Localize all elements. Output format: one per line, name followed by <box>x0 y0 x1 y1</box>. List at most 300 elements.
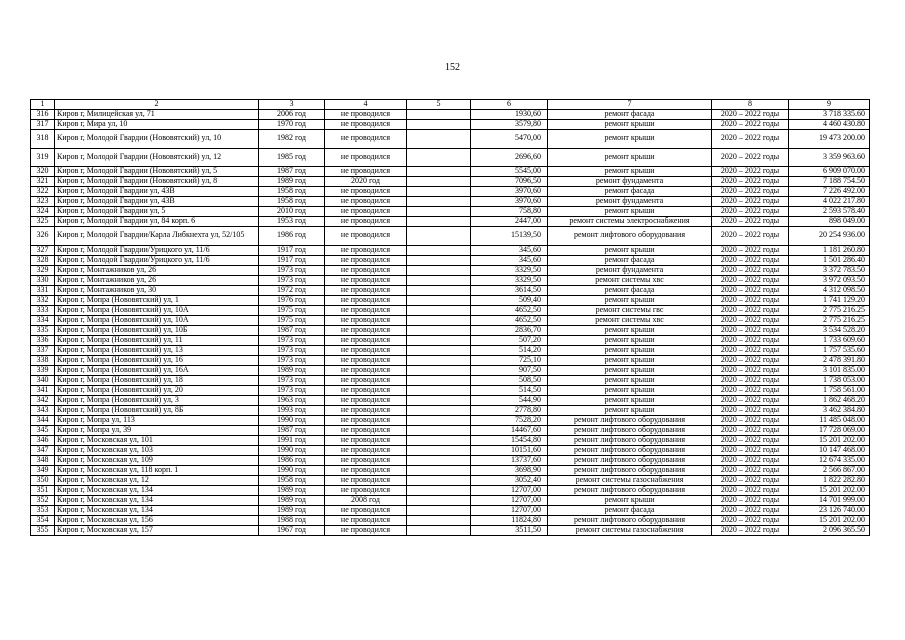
row-number-cell: 329 <box>31 265 55 275</box>
repair-type-cell: ремонт крыши <box>548 148 712 167</box>
area-cell: 2447,00 <box>471 217 548 227</box>
address-cell: Киров г, Милицейская ул, 71 <box>55 110 259 120</box>
year-built-cell: 1991 год <box>259 435 325 445</box>
address-cell: Киров г, Мопра (Нововятский) ул, 13 <box>55 345 259 355</box>
column-5-cell <box>407 435 471 445</box>
year-built-cell: 1989 год <box>259 177 325 187</box>
table-row <box>31 505 870 515</box>
table-row <box>31 148 870 167</box>
area-cell: 345,60 <box>471 255 548 265</box>
cost-cell: 1 181 260.80 <box>789 245 870 255</box>
cost-cell: 1 738 053.00 <box>789 375 870 385</box>
last-repair-year-cell: 2008 год <box>325 495 407 505</box>
area-cell: 3511,50 <box>471 525 548 535</box>
area-cell: 507,20 <box>471 335 548 345</box>
last-repair-year-cell: не проводился <box>325 265 407 275</box>
table-row <box>31 525 870 535</box>
period-cell: 2020 – 2022 годы <box>712 305 789 315</box>
table-row <box>31 110 870 120</box>
row-number-cell: 347 <box>31 445 55 455</box>
address-cell: Киров г, Мира ул, 10 <box>55 120 259 130</box>
period-cell: 2020 – 2022 годы <box>712 285 789 295</box>
column-5-cell <box>407 207 471 217</box>
address-cell: Киров г, Мопра (Нововятский) ул, 1 <box>55 295 259 305</box>
address-cell: Киров г, Монтажников ул, 26 <box>55 275 259 285</box>
column-number: 3 <box>259 100 325 110</box>
table-row <box>31 405 870 415</box>
year-built-cell: 1990 год <box>259 465 325 475</box>
last-repair-year-cell: не проводился <box>325 315 407 325</box>
repair-type-cell: ремонт крыши <box>548 130 712 149</box>
row-number-cell: 339 <box>31 365 55 375</box>
page-number: 152 <box>445 62 460 73</box>
column-5-cell <box>407 197 471 207</box>
table-row <box>31 295 870 305</box>
column-5-cell <box>407 345 471 355</box>
repair-type-cell: ремонт лифтового оборудования <box>548 415 712 425</box>
repair-type-cell: ремонт фасада <box>548 285 712 295</box>
period-cell: 2020 – 2022 годы <box>712 375 789 385</box>
last-repair-year-cell: не проводился <box>325 415 407 425</box>
table-row <box>31 207 870 217</box>
last-repair-year-cell: не проводился <box>325 110 407 120</box>
year-built-cell: 1973 год <box>259 265 325 275</box>
repair-type-cell: ремонт лифтового оборудования <box>548 515 712 525</box>
address-cell: Киров г, Мопра (Нововятский) ул, 8Б <box>55 405 259 415</box>
repair-program-table <box>30 99 870 536</box>
repair-type-cell: ремонт крыши <box>548 295 712 305</box>
area-cell: 3698,90 <box>471 465 548 475</box>
cost-cell: 17 728 069.00 <box>789 425 870 435</box>
repair-type-cell: ремонт крыши <box>548 345 712 355</box>
year-built-cell: 1973 год <box>259 275 325 285</box>
year-built-cell: 1975 год <box>259 315 325 325</box>
row-number-cell: 326 <box>31 227 55 246</box>
address-cell: Киров г, Мопра ул, 39 <box>55 425 259 435</box>
year-built-cell: 1958 год <box>259 187 325 197</box>
area-cell: 3614,50 <box>471 285 548 295</box>
cost-cell: 3 718 335.60 <box>789 110 870 120</box>
address-cell: Киров г, Мопра (Нововятский) ул, 3 <box>55 395 259 405</box>
last-repair-year-cell: не проводился <box>325 285 407 295</box>
table-row <box>31 445 870 455</box>
cost-cell: 1 822 282.80 <box>789 475 870 485</box>
address-cell: Киров г, Мопра (Нововятский) ул, 18 <box>55 375 259 385</box>
cost-cell: 2 775 216.25 <box>789 305 870 315</box>
repair-type-cell: ремонт крыши <box>548 405 712 415</box>
table-row <box>31 425 870 435</box>
repair-type-cell: ремонт крыши <box>548 207 712 217</box>
cost-cell: 2 478 391.80 <box>789 355 870 365</box>
cost-cell: 7 188 754.50 <box>789 177 870 187</box>
area-cell: 3970,60 <box>471 187 548 197</box>
area-cell: 345,60 <box>471 245 548 255</box>
last-repair-year-cell: не проводился <box>325 455 407 465</box>
cost-cell: 1 862 468.20 <box>789 395 870 405</box>
address-cell: Киров г, Московская ул, 134 <box>55 495 259 505</box>
cost-cell: 19 473 200.00 <box>789 130 870 149</box>
area-cell: 1930,60 <box>471 110 548 120</box>
cost-cell: 1 741 129.20 <box>789 295 870 305</box>
address-cell: Киров г, Московская ул, 157 <box>55 525 259 535</box>
repair-type-cell: ремонт лифтового оборудования <box>548 465 712 475</box>
column-5-cell <box>407 265 471 275</box>
column-5-cell <box>407 455 471 465</box>
repair-type-cell: ремонт системы хвс <box>548 315 712 325</box>
period-cell: 2020 – 2022 годы <box>712 295 789 305</box>
table-row <box>31 455 870 465</box>
year-built-cell: 1989 год <box>259 495 325 505</box>
address-cell: Киров г, Московская ул, 101 <box>55 435 259 445</box>
column-5-cell <box>407 315 471 325</box>
area-cell: 2696,60 <box>471 148 548 167</box>
column-5-cell <box>407 187 471 197</box>
repair-type-cell: ремонт системы газоснабжения <box>548 475 712 485</box>
address-cell: Киров г, Молодой Гвардии ул, 43В <box>55 197 259 207</box>
table-row <box>31 130 870 149</box>
column-5-cell <box>407 177 471 187</box>
repair-type-cell: ремонт крыши <box>548 365 712 375</box>
area-cell: 2836,70 <box>471 325 548 335</box>
area-cell: 3329,50 <box>471 265 548 275</box>
row-number-cell: 333 <box>31 305 55 315</box>
area-cell: 3579,80 <box>471 120 548 130</box>
area-cell: 5470,00 <box>471 130 548 149</box>
repair-type-cell: ремонт системы газоснабжения <box>548 525 712 535</box>
row-number-cell: 351 <box>31 485 55 495</box>
last-repair-year-cell: не проводился <box>325 335 407 345</box>
address-cell: Киров г, Молодой Гвардии/Карла Либкнехта ул, 52/105 <box>55 227 259 246</box>
cost-cell: 2 566 867.00 <box>789 465 870 475</box>
table-row <box>31 197 870 207</box>
column-number-row <box>31 100 870 110</box>
repair-type-cell: ремонт лифтового оборудования <box>548 425 712 435</box>
cost-cell: 6 909 070.00 <box>789 167 870 177</box>
last-repair-year-cell: не проводился <box>325 385 407 395</box>
year-built-cell: 1989 год <box>259 505 325 515</box>
row-number-cell: 325 <box>31 217 55 227</box>
last-repair-year-cell: не проводился <box>325 187 407 197</box>
address-cell: Киров г, Мопра ул, 113 <box>55 415 259 425</box>
period-cell: 2020 – 2022 годы <box>712 335 789 345</box>
repair-type-cell: ремонт фундамента <box>548 197 712 207</box>
address-cell: Киров г, Московская ул, 103 <box>55 445 259 455</box>
column-5-cell <box>407 275 471 285</box>
table-row <box>31 385 870 395</box>
last-repair-year-cell: не проводился <box>325 425 407 435</box>
cost-cell: 14 701 999.00 <box>789 495 870 505</box>
period-cell: 2020 – 2022 годы <box>712 455 789 465</box>
column-5-cell <box>407 245 471 255</box>
last-repair-year-cell: не проводился <box>325 305 407 315</box>
cost-cell: 1 733 609.60 <box>789 335 870 345</box>
column-5-cell <box>407 305 471 315</box>
address-cell: Киров г, Московская ул, 134 <box>55 485 259 495</box>
row-number-cell: 331 <box>31 285 55 295</box>
address-cell: Киров г, Московская ул, 118 корп. 1 <box>55 465 259 475</box>
year-built-cell: 1985 год <box>259 148 325 167</box>
address-cell: Киров г, Московская ул, 134 <box>55 505 259 515</box>
last-repair-year-cell: не проводился <box>325 465 407 475</box>
row-number-cell: 334 <box>31 315 55 325</box>
column-5-cell <box>407 425 471 435</box>
cost-cell: 2 775 216.25 <box>789 315 870 325</box>
table-row <box>31 120 870 130</box>
year-built-cell: 1917 год <box>259 245 325 255</box>
cost-cell: 1 757 535.60 <box>789 345 870 355</box>
area-cell: 508,50 <box>471 375 548 385</box>
area-cell: 3052,40 <box>471 475 548 485</box>
period-cell: 2020 – 2022 годы <box>712 227 789 246</box>
area-cell: 11824,80 <box>471 515 548 525</box>
table-row <box>31 315 870 325</box>
address-cell: Киров г, Московская ул, 12 <box>55 475 259 485</box>
last-repair-year-cell: не проводился <box>325 120 407 130</box>
period-cell: 2020 – 2022 годы <box>712 445 789 455</box>
row-number-cell: 336 <box>31 335 55 345</box>
period-cell: 2020 – 2022 годы <box>712 485 789 495</box>
cost-cell: 15 201 202.00 <box>789 485 870 495</box>
column-5-cell <box>407 485 471 495</box>
column-5-cell <box>407 148 471 167</box>
area-cell: 3329,50 <box>471 275 548 285</box>
column-5-cell <box>407 355 471 365</box>
cost-cell: 23 126 740.00 <box>789 505 870 515</box>
address-cell: Киров г, Мопра (Нововятский) ул, 16 <box>55 355 259 365</box>
address-cell: Киров г, Молодой Гвардии (Нововятский) ул, 5 <box>55 167 259 177</box>
area-cell: 13737,60 <box>471 455 548 465</box>
row-number-cell: 322 <box>31 187 55 197</box>
cost-cell: 1 501 286.40 <box>789 255 870 265</box>
last-repair-year-cell: не проводился <box>325 375 407 385</box>
column-5-cell <box>407 495 471 505</box>
period-cell: 2020 – 2022 годы <box>712 525 789 535</box>
column-5-cell <box>407 255 471 265</box>
repair-type-cell: ремонт крыши <box>548 495 712 505</box>
table-row <box>31 415 870 425</box>
address-cell: Киров г, Московская ул, 109 <box>55 455 259 465</box>
row-number-cell: 355 <box>31 525 55 535</box>
period-cell: 2020 – 2022 годы <box>712 130 789 149</box>
address-cell: Киров г, Молодой Гвардии (Нововятский) ул, 10 <box>55 130 259 149</box>
column-5-cell <box>407 405 471 415</box>
period-cell: 2020 – 2022 годы <box>712 167 789 177</box>
last-repair-year-cell: не проводился <box>325 345 407 355</box>
area-cell: 10151,60 <box>471 445 548 455</box>
cost-cell: 11 485 048.00 <box>789 415 870 425</box>
table-row <box>31 365 870 375</box>
repair-type-cell: ремонт лифтового оборудования <box>548 455 712 465</box>
row-number-cell: 344 <box>31 415 55 425</box>
area-cell: 725,10 <box>471 355 548 365</box>
repair-type-cell: ремонт системы электроснабжения <box>548 217 712 227</box>
period-cell: 2020 – 2022 годы <box>712 315 789 325</box>
period-cell: 2020 – 2022 годы <box>712 395 789 405</box>
year-built-cell: 1986 год <box>259 227 325 246</box>
row-number-cell: 352 <box>31 495 55 505</box>
table-row <box>31 345 870 355</box>
cost-cell: 898 049.00 <box>789 217 870 227</box>
cost-cell: 3 534 528.20 <box>789 325 870 335</box>
area-cell: 4652,50 <box>471 305 548 315</box>
year-built-cell: 1953 год <box>259 217 325 227</box>
table-row <box>31 335 870 345</box>
period-cell: 2020 – 2022 годы <box>712 110 789 120</box>
period-cell: 2020 – 2022 годы <box>712 245 789 255</box>
row-number-cell: 346 <box>31 435 55 445</box>
last-repair-year-cell: не проводился <box>325 255 407 265</box>
table-row <box>31 375 870 385</box>
period-cell: 2020 – 2022 годы <box>712 355 789 365</box>
row-number-cell: 323 <box>31 197 55 207</box>
cost-cell: 4 022 217.80 <box>789 197 870 207</box>
column-5-cell <box>407 505 471 515</box>
row-number-cell: 321 <box>31 177 55 187</box>
column-5-cell <box>407 227 471 246</box>
table-row <box>31 475 870 485</box>
period-cell: 2020 – 2022 годы <box>712 325 789 335</box>
repair-type-cell: ремонт крыши <box>548 325 712 335</box>
column-5-cell <box>407 475 471 485</box>
cost-cell: 3 372 783.50 <box>789 265 870 275</box>
year-built-cell: 1987 год <box>259 325 325 335</box>
year-built-cell: 1993 год <box>259 405 325 415</box>
column-5-cell <box>407 295 471 305</box>
table-row <box>31 167 870 177</box>
area-cell: 758,80 <box>471 207 548 217</box>
area-cell: 15139,50 <box>471 227 548 246</box>
row-number-cell: 317 <box>31 120 55 130</box>
area-cell: 12707,00 <box>471 485 548 495</box>
repair-type-cell: ремонт крыши <box>548 375 712 385</box>
row-number-cell: 327 <box>31 245 55 255</box>
repair-type-cell: ремонт крыши <box>548 335 712 345</box>
repair-type-cell: ремонт лифтового оборудования <box>548 485 712 495</box>
column-number: 2 <box>55 100 259 110</box>
row-number-cell: 338 <box>31 355 55 365</box>
repair-type-cell: ремонт крыши <box>548 355 712 365</box>
area-cell: 544,90 <box>471 395 548 405</box>
table-row <box>31 245 870 255</box>
table-row <box>31 227 870 246</box>
year-built-cell: 2006 год <box>259 110 325 120</box>
period-cell: 2020 – 2022 годы <box>712 475 789 485</box>
row-number-cell: 349 <box>31 465 55 475</box>
cost-cell: 12 674 335.00 <box>789 455 870 465</box>
period-cell: 2020 – 2022 годы <box>712 197 789 207</box>
cost-cell: 15 201 202.00 <box>789 515 870 525</box>
period-cell: 2020 – 2022 годы <box>712 187 789 197</box>
area-cell: 7096,50 <box>471 177 548 187</box>
row-number-cell: 319 <box>31 148 55 167</box>
cost-cell: 20 254 936.00 <box>789 227 870 246</box>
area-cell: 15454,80 <box>471 435 548 445</box>
address-cell: Киров г, Мопра (Нововятский) ул, 16А <box>55 365 259 375</box>
last-repair-year-cell: не проводился <box>325 395 407 405</box>
year-built-cell: 1973 год <box>259 375 325 385</box>
last-repair-year-cell: не проводился <box>325 217 407 227</box>
table-row <box>31 395 870 405</box>
repair-type-cell: ремонт фасада <box>548 187 712 197</box>
last-repair-year-cell: не проводился <box>325 245 407 255</box>
column-number: 9 <box>789 100 870 110</box>
period-cell: 2020 – 2022 годы <box>712 177 789 187</box>
column-number: 8 <box>712 100 789 110</box>
repair-type-cell: ремонт лифтового оборудования <box>548 445 712 455</box>
column-5-cell <box>407 130 471 149</box>
column-5-cell <box>407 385 471 395</box>
last-repair-year-cell: не проводился <box>325 405 407 415</box>
period-cell: 2020 – 2022 годы <box>712 217 789 227</box>
last-repair-year-cell: не проводился <box>325 355 407 365</box>
address-cell: Киров г, Монтажников ул, 30 <box>55 285 259 295</box>
area-cell: 14467,60 <box>471 425 548 435</box>
cost-cell: 3 101 835.00 <box>789 365 870 375</box>
address-cell: Киров г, Молодой Гвардии ул, 84 корп. 6 <box>55 217 259 227</box>
table-row <box>31 355 870 365</box>
year-built-cell: 1986 год <box>259 455 325 465</box>
row-number-cell: 332 <box>31 295 55 305</box>
last-repair-year-cell: не проводился <box>325 148 407 167</box>
cost-cell: 3 359 963.60 <box>789 148 870 167</box>
repair-type-cell: ремонт крыши <box>548 120 712 130</box>
row-number-cell: 335 <box>31 325 55 335</box>
table-row <box>31 217 870 227</box>
repair-type-cell: ремонт крыши <box>548 245 712 255</box>
address-cell: Киров г, Мопра (Нововятский) ул, 10Б <box>55 325 259 335</box>
column-number: 6 <box>471 100 548 110</box>
address-cell: Киров г, Мопра (Нововятский) ул, 20 <box>55 385 259 395</box>
cost-cell: 10 147 468.00 <box>789 445 870 455</box>
column-number: 5 <box>407 100 471 110</box>
area-cell: 4652,50 <box>471 315 548 325</box>
address-cell: Киров г, Мопра (Нововятский) ул, 10А <box>55 305 259 315</box>
address-cell: Киров г, Молодой Гвардии (Нововятский) ул, 12 <box>55 148 259 167</box>
year-built-cell: 1972 год <box>259 285 325 295</box>
cost-cell: 1 758 561.00 <box>789 385 870 395</box>
repair-type-cell: ремонт системы хвс <box>548 275 712 285</box>
row-number-cell: 345 <box>31 425 55 435</box>
period-cell: 2020 – 2022 годы <box>712 345 789 355</box>
cost-cell: 3 462 384.80 <box>789 405 870 415</box>
cost-cell: 2 096 365.50 <box>789 525 870 535</box>
year-built-cell: 1967 год <box>259 525 325 535</box>
address-cell: Киров г, Монтажников ул, 26 <box>55 265 259 275</box>
year-built-cell: 1973 год <box>259 345 325 355</box>
column-number: 7 <box>548 100 712 110</box>
area-cell: 12707,00 <box>471 495 548 505</box>
area-cell: 907,50 <box>471 365 548 375</box>
last-repair-year-cell: не проводился <box>325 505 407 515</box>
last-repair-year-cell: не проводился <box>325 365 407 375</box>
year-built-cell: 1990 год <box>259 415 325 425</box>
last-repair-year-cell: не проводился <box>325 207 407 217</box>
row-number-cell: 342 <box>31 395 55 405</box>
column-5-cell <box>407 395 471 405</box>
column-5-cell <box>407 167 471 177</box>
address-cell: Киров г, Молодой Гвардии ул, 5 <box>55 207 259 217</box>
cost-cell: 7 226 492.00 <box>789 187 870 197</box>
period-cell: 2020 – 2022 годы <box>712 405 789 415</box>
period-cell: 2020 – 2022 годы <box>712 515 789 525</box>
column-5-cell <box>407 445 471 455</box>
column-5-cell <box>407 515 471 525</box>
year-built-cell: 1987 год <box>259 167 325 177</box>
table-row <box>31 325 870 335</box>
column-5-cell <box>407 110 471 120</box>
column-5-cell <box>407 375 471 385</box>
last-repair-year-cell: не проводился <box>325 515 407 525</box>
